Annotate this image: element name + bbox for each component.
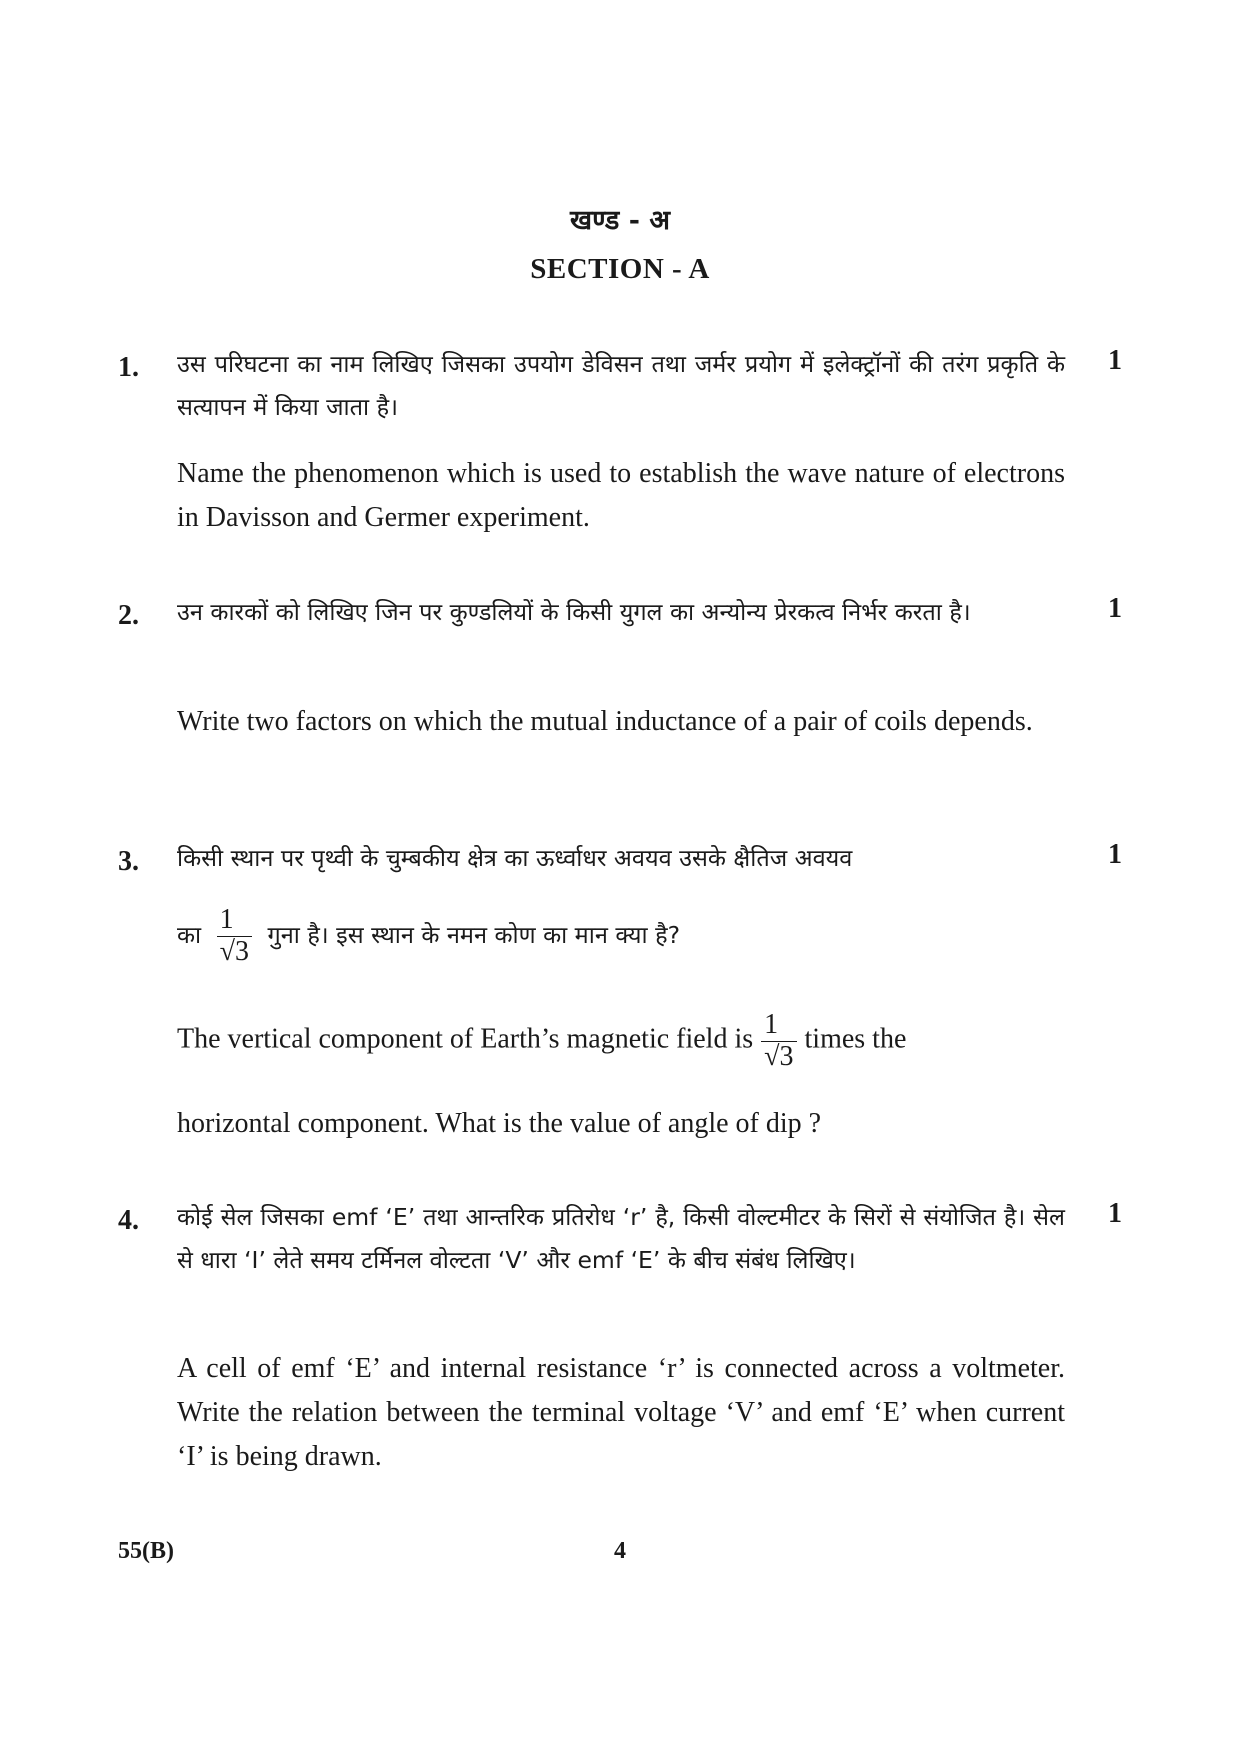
question-marks: 1 <box>1108 1198 1122 1229</box>
paper-code: 55(B) <box>118 1538 174 1564</box>
question-text-hindi: उन कारकों को लिखिए जिन पर कुण्डलियों के किसी युगल का अन्योन्य प्रेरकत्व निर्भर करता है। <box>177 598 971 626</box>
question-text-hindi: कोई सेल जिसका emf ‘E’ तथा आन्तरिक प्रतिरोध ‘r’ है, किसी वोल्टमीटर के सिरों से संयोजित है। सेल से धारा ‘I’ लेते समय टर्मिनल वोल्टता ‘V’ और emf ‘E’ के बीच संबंध लिखिए। <box>177 1203 1065 1274</box>
fraction-numerator: 1 <box>219 904 234 935</box>
question-number: 1. <box>118 352 139 383</box>
question-marks: 1 <box>1108 839 1122 870</box>
fraction-numerator: 1 <box>764 1009 779 1040</box>
page-number: 4 <box>614 1538 626 1564</box>
question-marks: 1 <box>1108 593 1122 624</box>
text-fragment: The vertical component of Earth’s magnetic field is <box>177 1023 754 1055</box>
question-number: 2. <box>118 600 139 631</box>
question-number: 3. <box>118 846 139 877</box>
question-text-english-line1 <box>177 1010 1065 1073</box>
fraction-one-over-root-three <box>761 1010 796 1073</box>
question-text-hindi-line2 <box>177 905 1065 968</box>
text-fragment: गुना है। इस स्थान के नमन कोण का मान क्या है? <box>267 920 681 949</box>
question-text-english: Write two factors on which the mutual inductance of a pair of coils depends. <box>177 706 1033 737</box>
section-title-english: SECTION - A <box>530 253 710 285</box>
fraction-one-over-root-three <box>217 905 252 968</box>
text-fragment: times the <box>804 1023 907 1055</box>
section-title-hindi: खण्ड - अ <box>570 205 670 236</box>
text-fragment: का <box>177 920 202 949</box>
fraction-denominator: √3 <box>217 936 252 968</box>
question-text-hindi: उस परिघटना का नाम लिखिए जिसका उपयोग डेविसन तथा जर्मर प्रयोग में इलेक्ट्रॉनों की तरंग प्रकृति के सत्यापन में किया जाता है। <box>177 350 1065 421</box>
question-number: 4. <box>118 1205 139 1236</box>
question-marks: 1 <box>1108 345 1122 376</box>
question-text-hindi-line1: किसी स्थान पर पृथ्वी के चुम्बकीय क्षेत्र का ऊर्ध्वाधर अवयव उसके क्षैतिज अवयव <box>177 844 853 872</box>
question-text-english: A cell of emf ‘E’ and internal resistance ‘r’ is connected across a voltmeter. Write the relation between the terminal voltage ‘V’ and emf ‘E’ when current ‘I’ is being drawn. <box>177 1353 1065 1472</box>
question-text-english: Name the phenomenon which is used to establish the wave nature of electrons in Davisson and Germer experiment. <box>177 458 1065 533</box>
question-text-english-line2: horizontal component. What is the value of angle of dip ? <box>177 1108 822 1139</box>
fraction-denominator: √3 <box>761 1041 796 1073</box>
